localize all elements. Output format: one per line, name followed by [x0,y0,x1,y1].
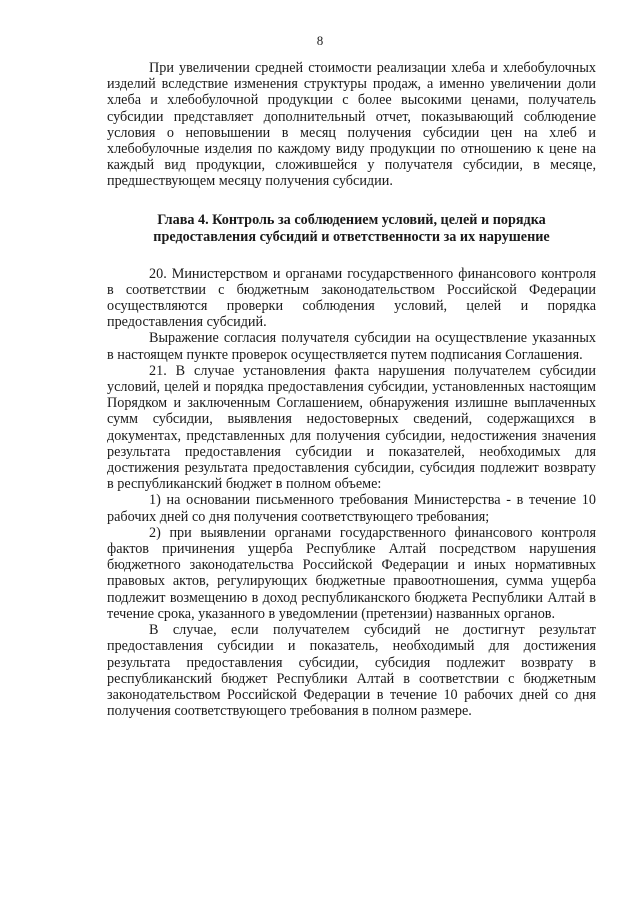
paragraph-21: 21. В случае установления факта нарушения получателем субсидии условий, целей и порядка предоставления субсидии, установленных настоящим Порядком и заключенным Соглашением, обнаружения излишне выплаченных сумм субсидии, выявления недостоверных сведений, содержащихся в документах, представленных для получения субсидии, недостижения значения результата предоставления субсидии и показателей, необходимых для достижения результата предоставления субсидии, субсидия подлежит возврату в республиканский бюджет в полном объеме: [107,362,596,493]
paragraph-21-item-2: 2) при выявлении органами государственного финансового контроля фактов причинения ущерба Республике Алтай посредством нарушения бюджетного законодательства Российской Федерации и иных нормативных правовых актов, регулирующих бюджетные правоотношения, сумма ущерба подлежит возмещению в доход республиканского бюджета Республики Алтай в течение срока, указанного в уведомлении (претензии) названных органов. [107,524,596,622]
paragraph-21-item-1: 1) на основании письменного требования Министерства - в течение 10 рабочих дней со дня получения соответствующего требования; [107,492,596,525]
chapter-title: Глава 4. Контроль за соблюдением условий, целей и порядка предоставления субсидий и ответственности за их нарушение [153,211,550,245]
document-body [107,60,596,719]
paragraph-consent: Выражение согласия получателя субсидии на осуществление указанных в настоящем пункте проверок осуществляется путем подписания Соглашения. [107,330,596,363]
intro-paragraph: При увеличении средней стоимости реализации хлеба и хлебобулочных изделий вследствие изменения структуры продаж, а именно увеличении доли хлеба и хлебобулочной продукции с более высокими ценами, получатель субсидии представляет дополнительный отчет, показывающий соблюдение условия о неповышении в месяц получения субсидии цен на хлеб и хлебобулочные изделия по каждому виду продукции по отношению к цене на каждый вид продукции, сложившейся у получателя субсидии, в месяце, предшествующем месяцу получения субсидии. [107,60,596,190]
paragraph-result-not-achieved: В случае, если получателем субсидий не достигнут результат предоставления субсидии и показатель, необходимый для достижения результата предоставления субсидии, субсидия подлежит возврату в республиканский бюджет Республики Алтай в соответствии с бюджетным законодательством Российской Федерации в течение 10 рабочих дней со дня получения соответствующего требования в полном размере. [107,622,596,720]
page-number: 8 [316,33,324,48]
paragraph-20: 20. Министерством и органами государственного финансового контроля в соответствии с бюджетным законодательством Российской Федерации осуществляются проверки соблюдения условий, целей и порядка предоставления субсидий. [107,265,596,331]
